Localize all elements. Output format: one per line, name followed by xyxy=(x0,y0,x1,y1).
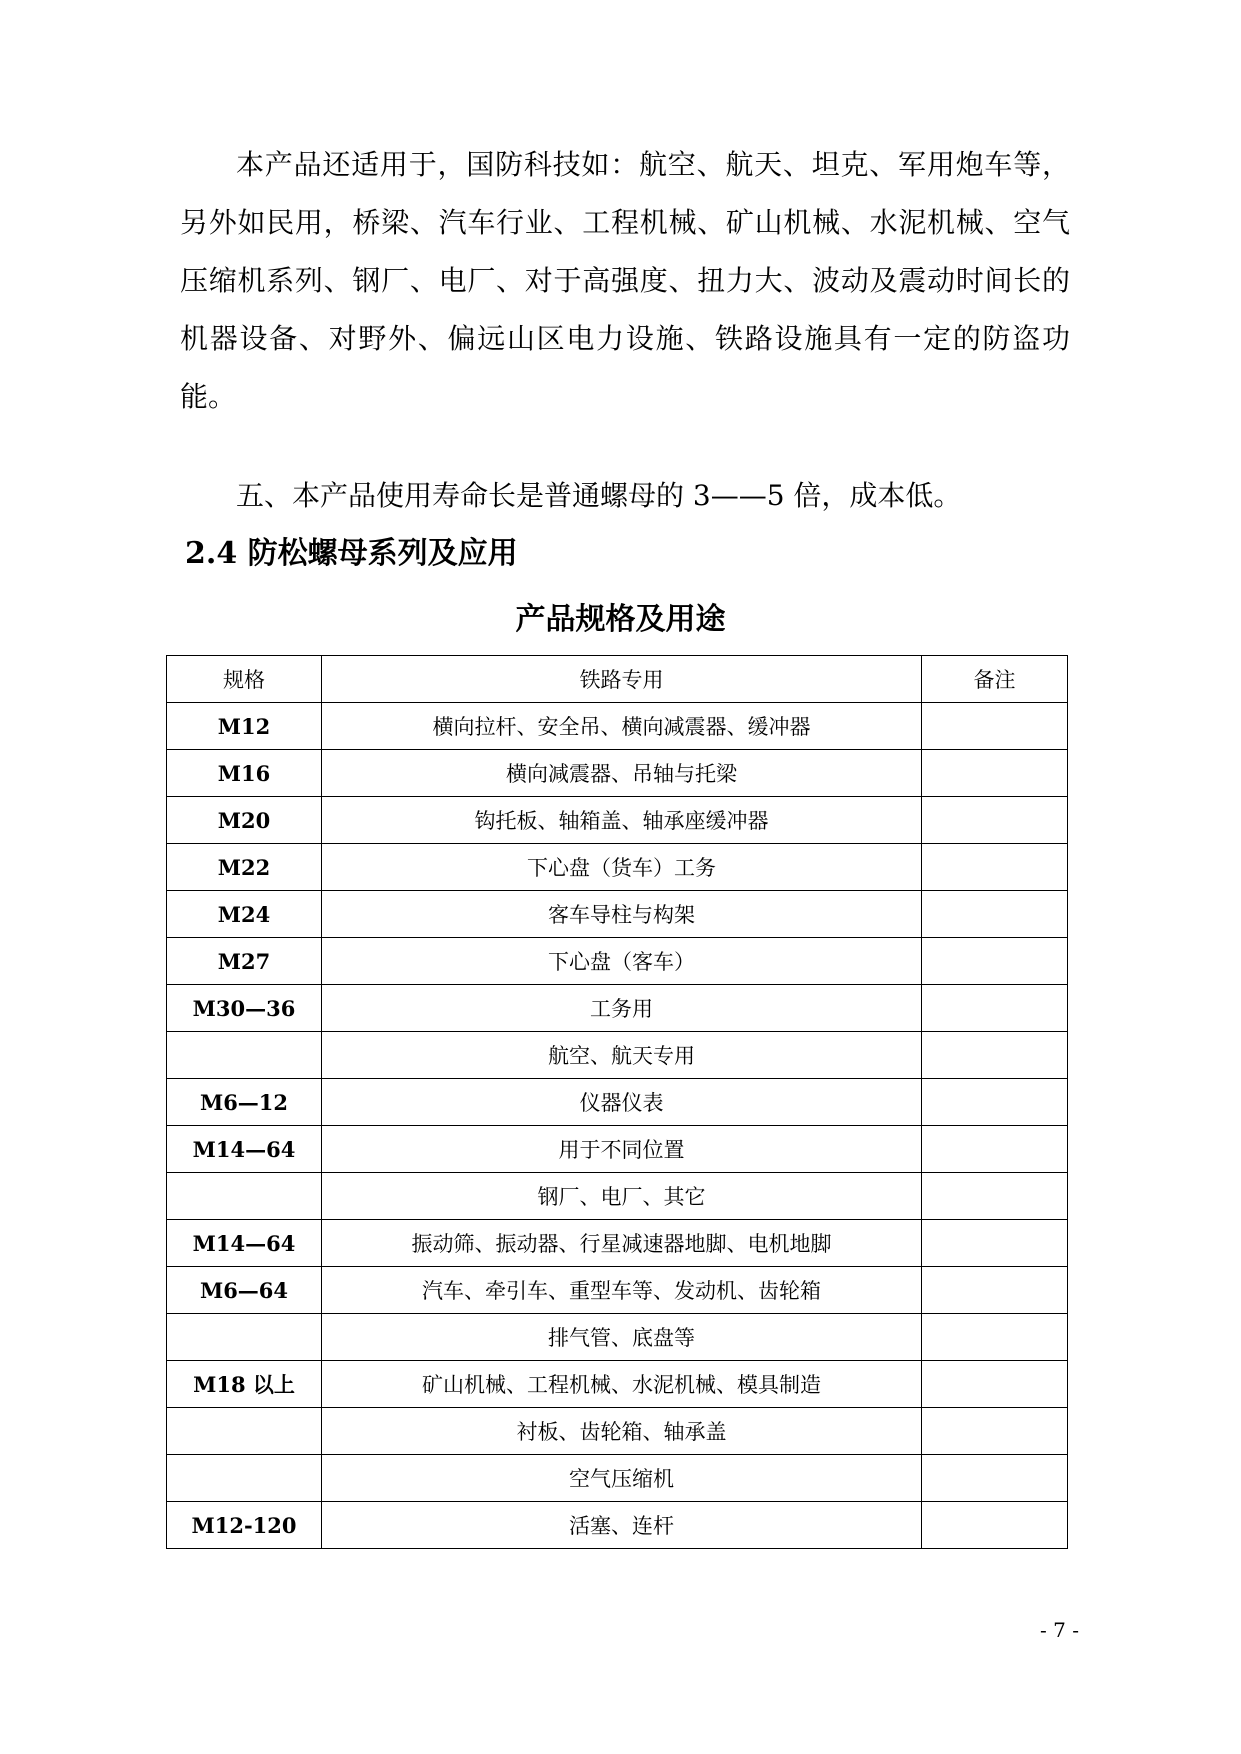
table-row xyxy=(167,985,1068,1032)
note-cell xyxy=(922,844,1068,891)
table-row xyxy=(167,1502,1068,1549)
spec-cell: M12 xyxy=(167,703,322,750)
use-cell: 排气管、底盘等 xyxy=(322,1314,922,1361)
use-cell: 航空、航天专用 xyxy=(322,1032,922,1079)
use-cell: 横向减震器、吊轴与托梁 xyxy=(322,750,922,797)
note-cell xyxy=(922,703,1068,750)
table-row xyxy=(167,1220,1068,1267)
table-row xyxy=(167,1126,1068,1173)
table-row xyxy=(167,844,1068,891)
use-cell: 仪器仪表 xyxy=(322,1079,922,1126)
paragraph-applications: 本产品还适用于，国防科技如：航空、航天、坦克、军用炮车等，另外如民用，桥梁、汽车行业、工程机械、矿山机械、水泥机械、空气压缩机系列、钢厂、电厂、对于高强度、扭力大、波动及震动时间长的机器设备、对野外、偏远山区电力设施、铁路设施具有一定的防盗功能。 xyxy=(180,148,1070,413)
note-cell xyxy=(922,1173,1068,1220)
spec-cell: M14—64 xyxy=(167,1220,322,1267)
use-cell: 工务用 xyxy=(322,985,922,1032)
spec-cell xyxy=(167,1032,322,1079)
table-row xyxy=(167,703,1068,750)
header-railway-use: 铁路专用 xyxy=(322,656,922,703)
spec-cell xyxy=(167,1408,322,1455)
spec-cell: M6—64 xyxy=(167,1267,322,1314)
note-cell xyxy=(922,1455,1068,1502)
spec-cell: M27 xyxy=(167,938,322,985)
table-row xyxy=(167,1455,1068,1502)
spec-cell: M30—36 xyxy=(167,985,322,1032)
spec-cell xyxy=(167,1173,322,1220)
note-cell xyxy=(922,985,1068,1032)
note-cell xyxy=(922,1502,1068,1549)
use-cell: 钩托板、轴箱盖、轴承座缓冲器 xyxy=(322,797,922,844)
spec-cell: M18 以上 xyxy=(167,1361,322,1408)
table-row xyxy=(167,1173,1068,1220)
use-cell: 空气压缩机 xyxy=(322,1455,922,1502)
spec-cell xyxy=(167,1314,322,1361)
use-cell: 衬板、齿轮箱、轴承盖 xyxy=(322,1408,922,1455)
note-cell xyxy=(922,1314,1068,1361)
note-cell xyxy=(922,1032,1068,1079)
section-heading: 2.4 防松螺母系列及应用 xyxy=(185,536,518,571)
table-row xyxy=(167,938,1068,985)
use-cell: 客车导柱与构架 xyxy=(322,891,922,938)
use-cell: 汽车、牵引车、重型车等、发动机、齿轮箱 xyxy=(322,1267,922,1314)
note-cell xyxy=(922,1126,1068,1173)
use-cell: 钢厂、电厂、其它 xyxy=(322,1173,922,1220)
use-cell: 横向拉杆、安全吊、横向减震器、缓冲器 xyxy=(322,703,922,750)
note-cell xyxy=(922,1408,1068,1455)
table-row xyxy=(167,797,1068,844)
spec-cell: M16 xyxy=(167,750,322,797)
table-row xyxy=(167,1032,1068,1079)
table-body xyxy=(167,703,1068,1549)
table-row xyxy=(167,750,1068,797)
table-row xyxy=(167,891,1068,938)
use-cell: 矿山机械、工程机械、水泥机械、模具制造 xyxy=(322,1361,922,1408)
spec-table xyxy=(166,655,1068,1549)
spec-cell: M12-120 xyxy=(167,1502,322,1549)
table-row xyxy=(167,1408,1068,1455)
table-row xyxy=(167,1361,1068,1408)
header-note: 备注 xyxy=(922,656,1068,703)
use-cell: 振动筛、振动器、行星减速器地脚、电机地脚 xyxy=(322,1220,922,1267)
note-cell xyxy=(922,1267,1068,1314)
spec-cell: M6—12 xyxy=(167,1079,322,1126)
note-cell xyxy=(922,750,1068,797)
spec-cell: M24 xyxy=(167,891,322,938)
spec-cell: M20 xyxy=(167,797,322,844)
note-cell xyxy=(922,797,1068,844)
table-row xyxy=(167,1079,1068,1126)
spec-cell: M22 xyxy=(167,844,322,891)
note-cell xyxy=(922,891,1068,938)
note-cell xyxy=(922,1220,1068,1267)
spec-cell: M14—64 xyxy=(167,1126,322,1173)
table-row xyxy=(167,1314,1068,1361)
note-cell xyxy=(922,938,1068,985)
table-header-row xyxy=(167,656,1068,703)
use-cell: 活塞、连杆 xyxy=(322,1502,922,1549)
use-cell: 用于不同位置 xyxy=(322,1126,922,1173)
table-row xyxy=(167,1267,1068,1314)
table-title: 产品规格及用途 xyxy=(515,602,726,637)
use-cell: 下心盘（货车）工务 xyxy=(322,844,922,891)
note-cell xyxy=(922,1361,1068,1408)
paragraph-lifespan: 五、本产品使用寿命长是普通螺母的 3——5 倍，成本低。 xyxy=(236,479,962,512)
note-cell xyxy=(922,1079,1068,1126)
use-cell: 下心盘（客车） xyxy=(322,938,922,985)
header-spec: 规格 xyxy=(167,656,322,703)
page-number: - 7 - xyxy=(1040,1618,1079,1642)
spec-cell xyxy=(167,1455,322,1502)
